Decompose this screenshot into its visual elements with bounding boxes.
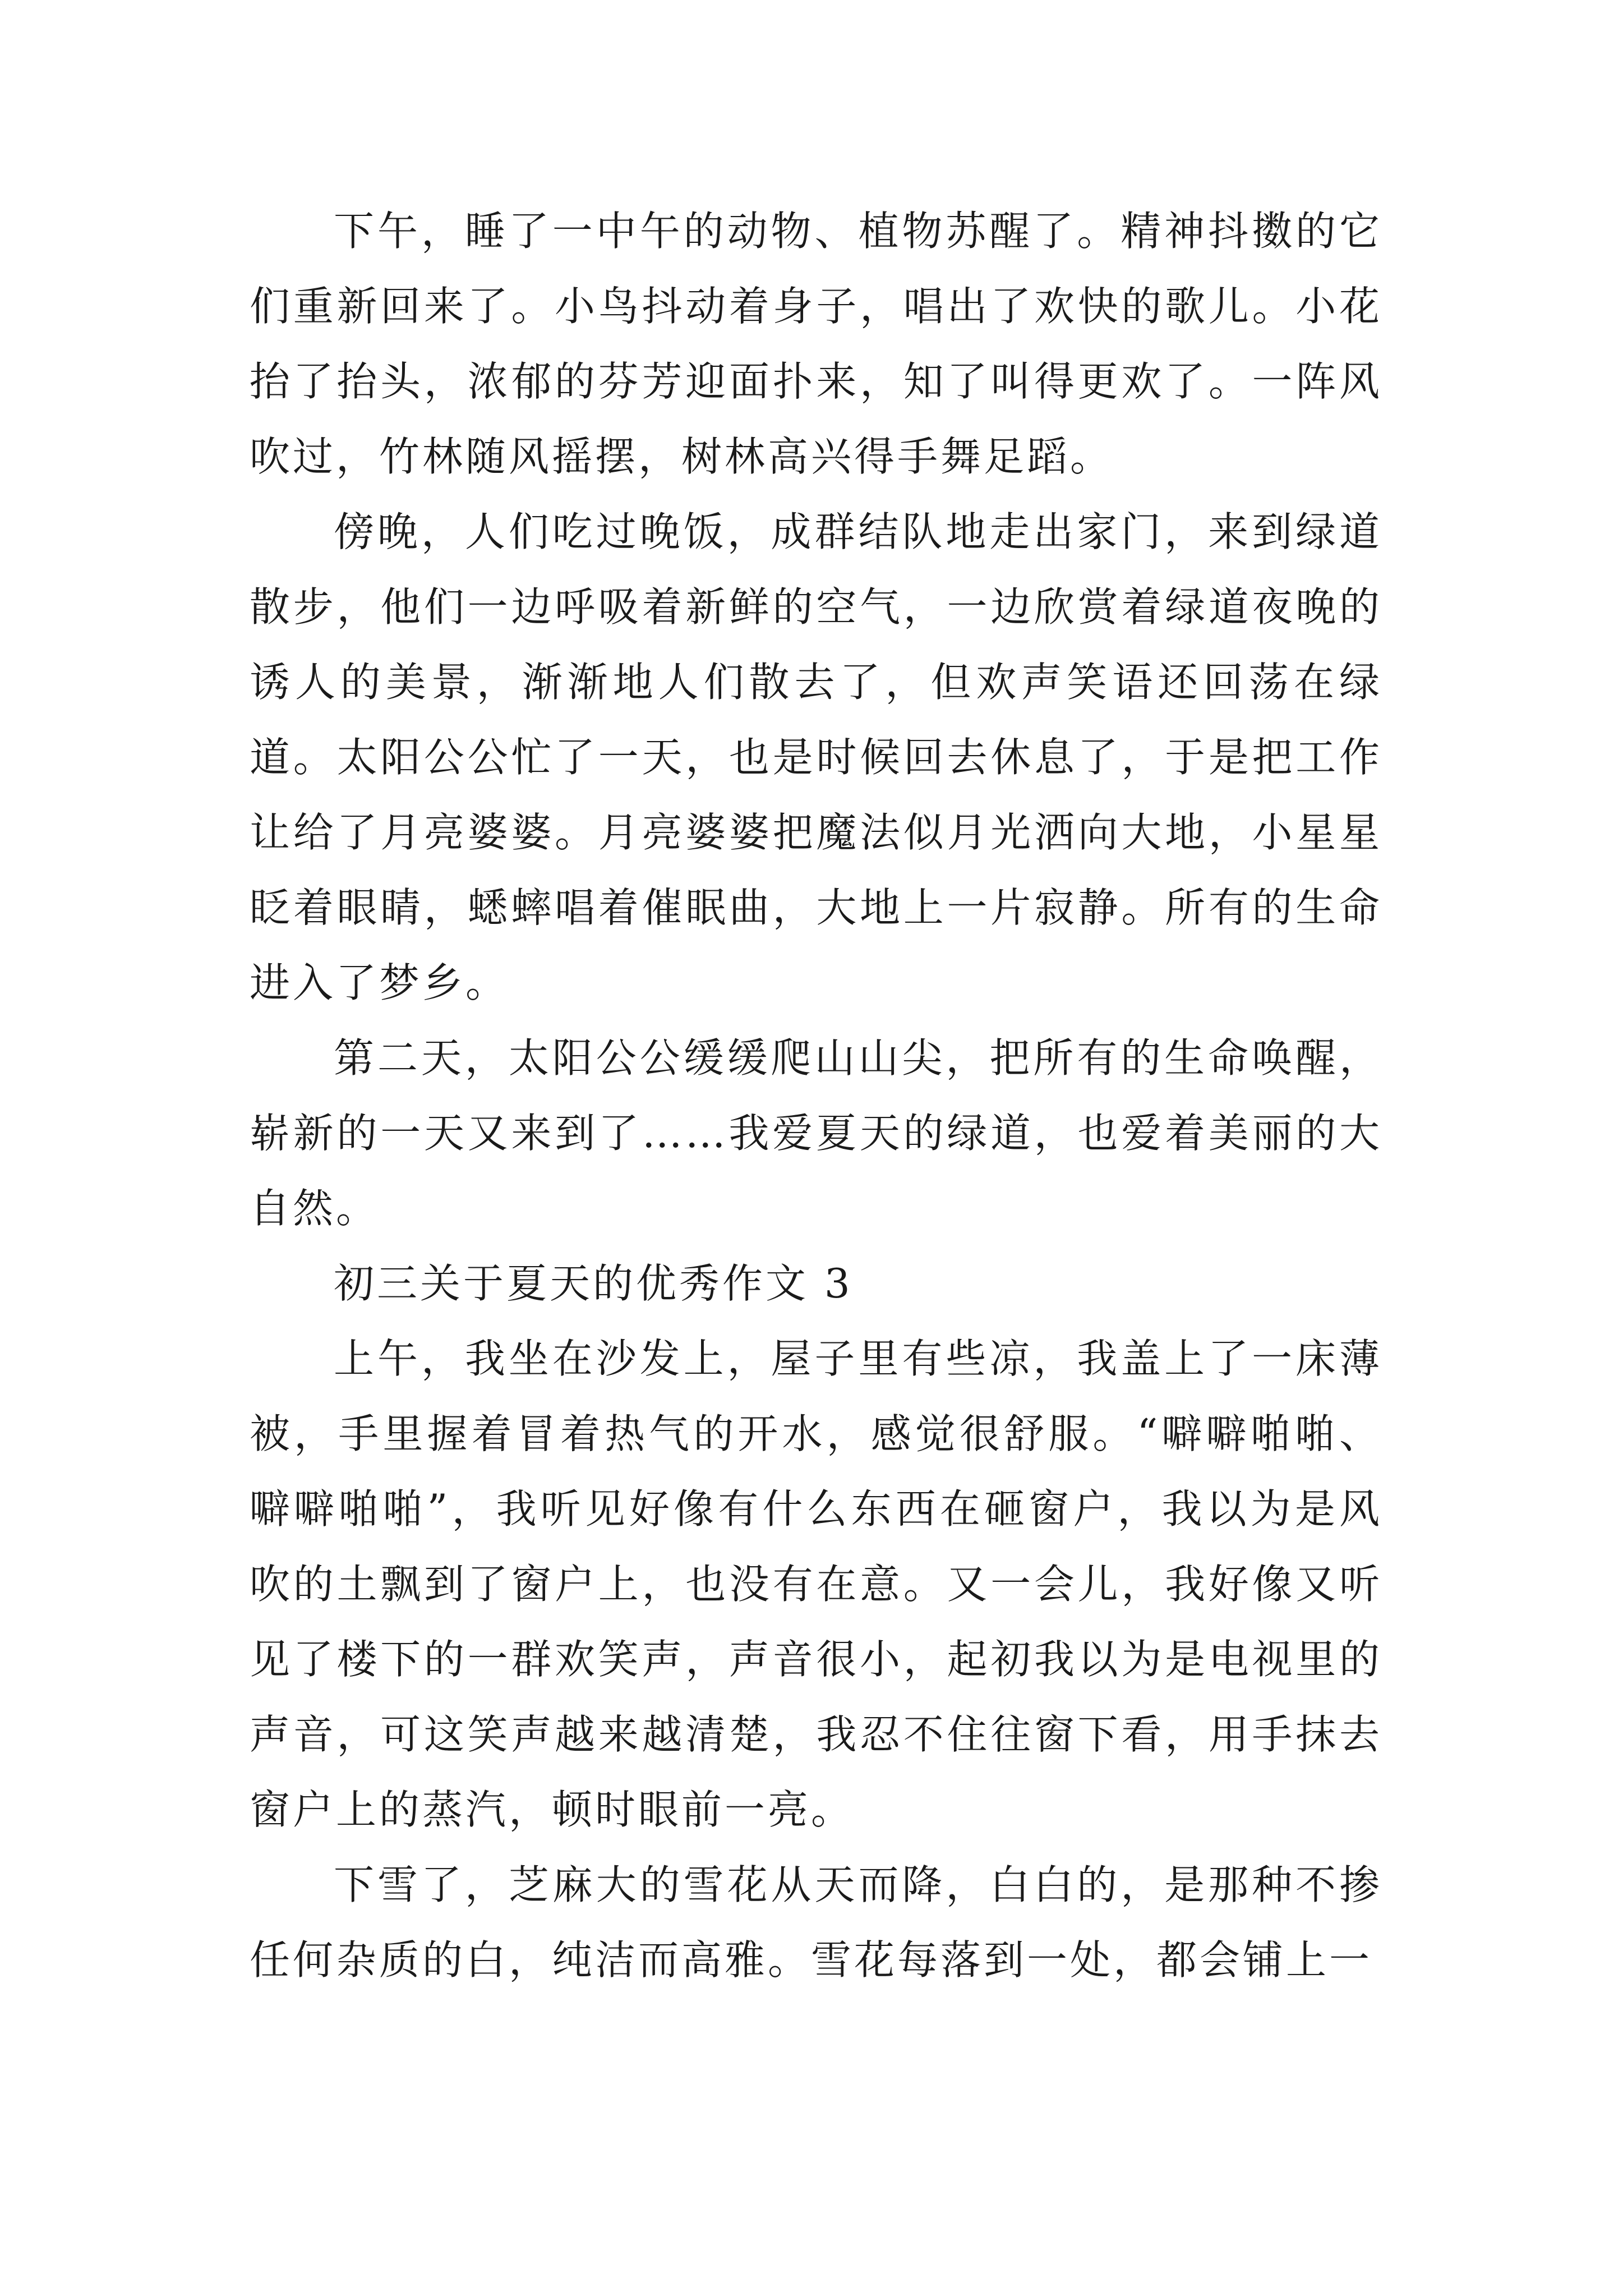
paragraph-morning: 上午，我坐在沙发上，屋子里有些凉，我盖上了一床薄被，手里握着冒着热气的开水，感觉很舒服。“噼噼啪啪、噼噼啪啪”，我听见好像有什么东西在砸窗户，我以为是风吹的土飘到了窗户上，也没有在意。又一会儿，我好像又听见了楼下的一群欢笑声，声音很小，起初我以为是电视里的声音，可这笑声越来越清楚，我忍不住往窗下看，用手抹去窗户上的蒸汽，顿时眼前一亮。 [250,1335,1382,1833]
paragraph-next-day: 第二天，太阳公公缓缓爬山山尖，把所有的生命唤醒，崭新的一天又来到了……我爱夏天的绿道，也爱着美丽的大自然。 [250,1034,1382,1232]
essay-heading: 初三关于夏天的优秀作文 3 [334,1260,853,1307]
paragraph-afternoon: 下午，睡了一中午的动物、植物苏醒了。精神抖擞的它们重新回来了。小鸟抖动着身子，唱出了欢快的歌儿。小花抬了抬头，浓郁的芬芳迎面扑来，知了叫得更欢了。一阵风吹过，竹林随风摇摆，树林高兴得手舞足蹈。 [250,208,1382,480]
paragraph-snow: 下雪了，芝麻大的雪花从天而降，白白的，是那种不掺任何杂质的白，纯洁而高雅。雪花每落到一处，都会铺上一 [250,1861,1382,1984]
document-body [250,194,1382,1998]
paragraph-evening: 傍晚，人们吃过晚饭，成群结队地走出家门，来到绿道散步，他们一边呼吸着新鲜的空气，一边欣赏着绿道夜晚的诱人的美景，渐渐地人们散去了，但欢声笑语还回荡在绿道。太阳公公忙了一天，也是时候回去休息了，于是把工作让给了月亮婆婆。月亮婆婆把魔法似月光洒向大地，小星星眨着眼睛，蟋蟀唱着催眠曲，大地上一片寂静。所有的生命进入了梦乡。 [250,508,1382,1006]
